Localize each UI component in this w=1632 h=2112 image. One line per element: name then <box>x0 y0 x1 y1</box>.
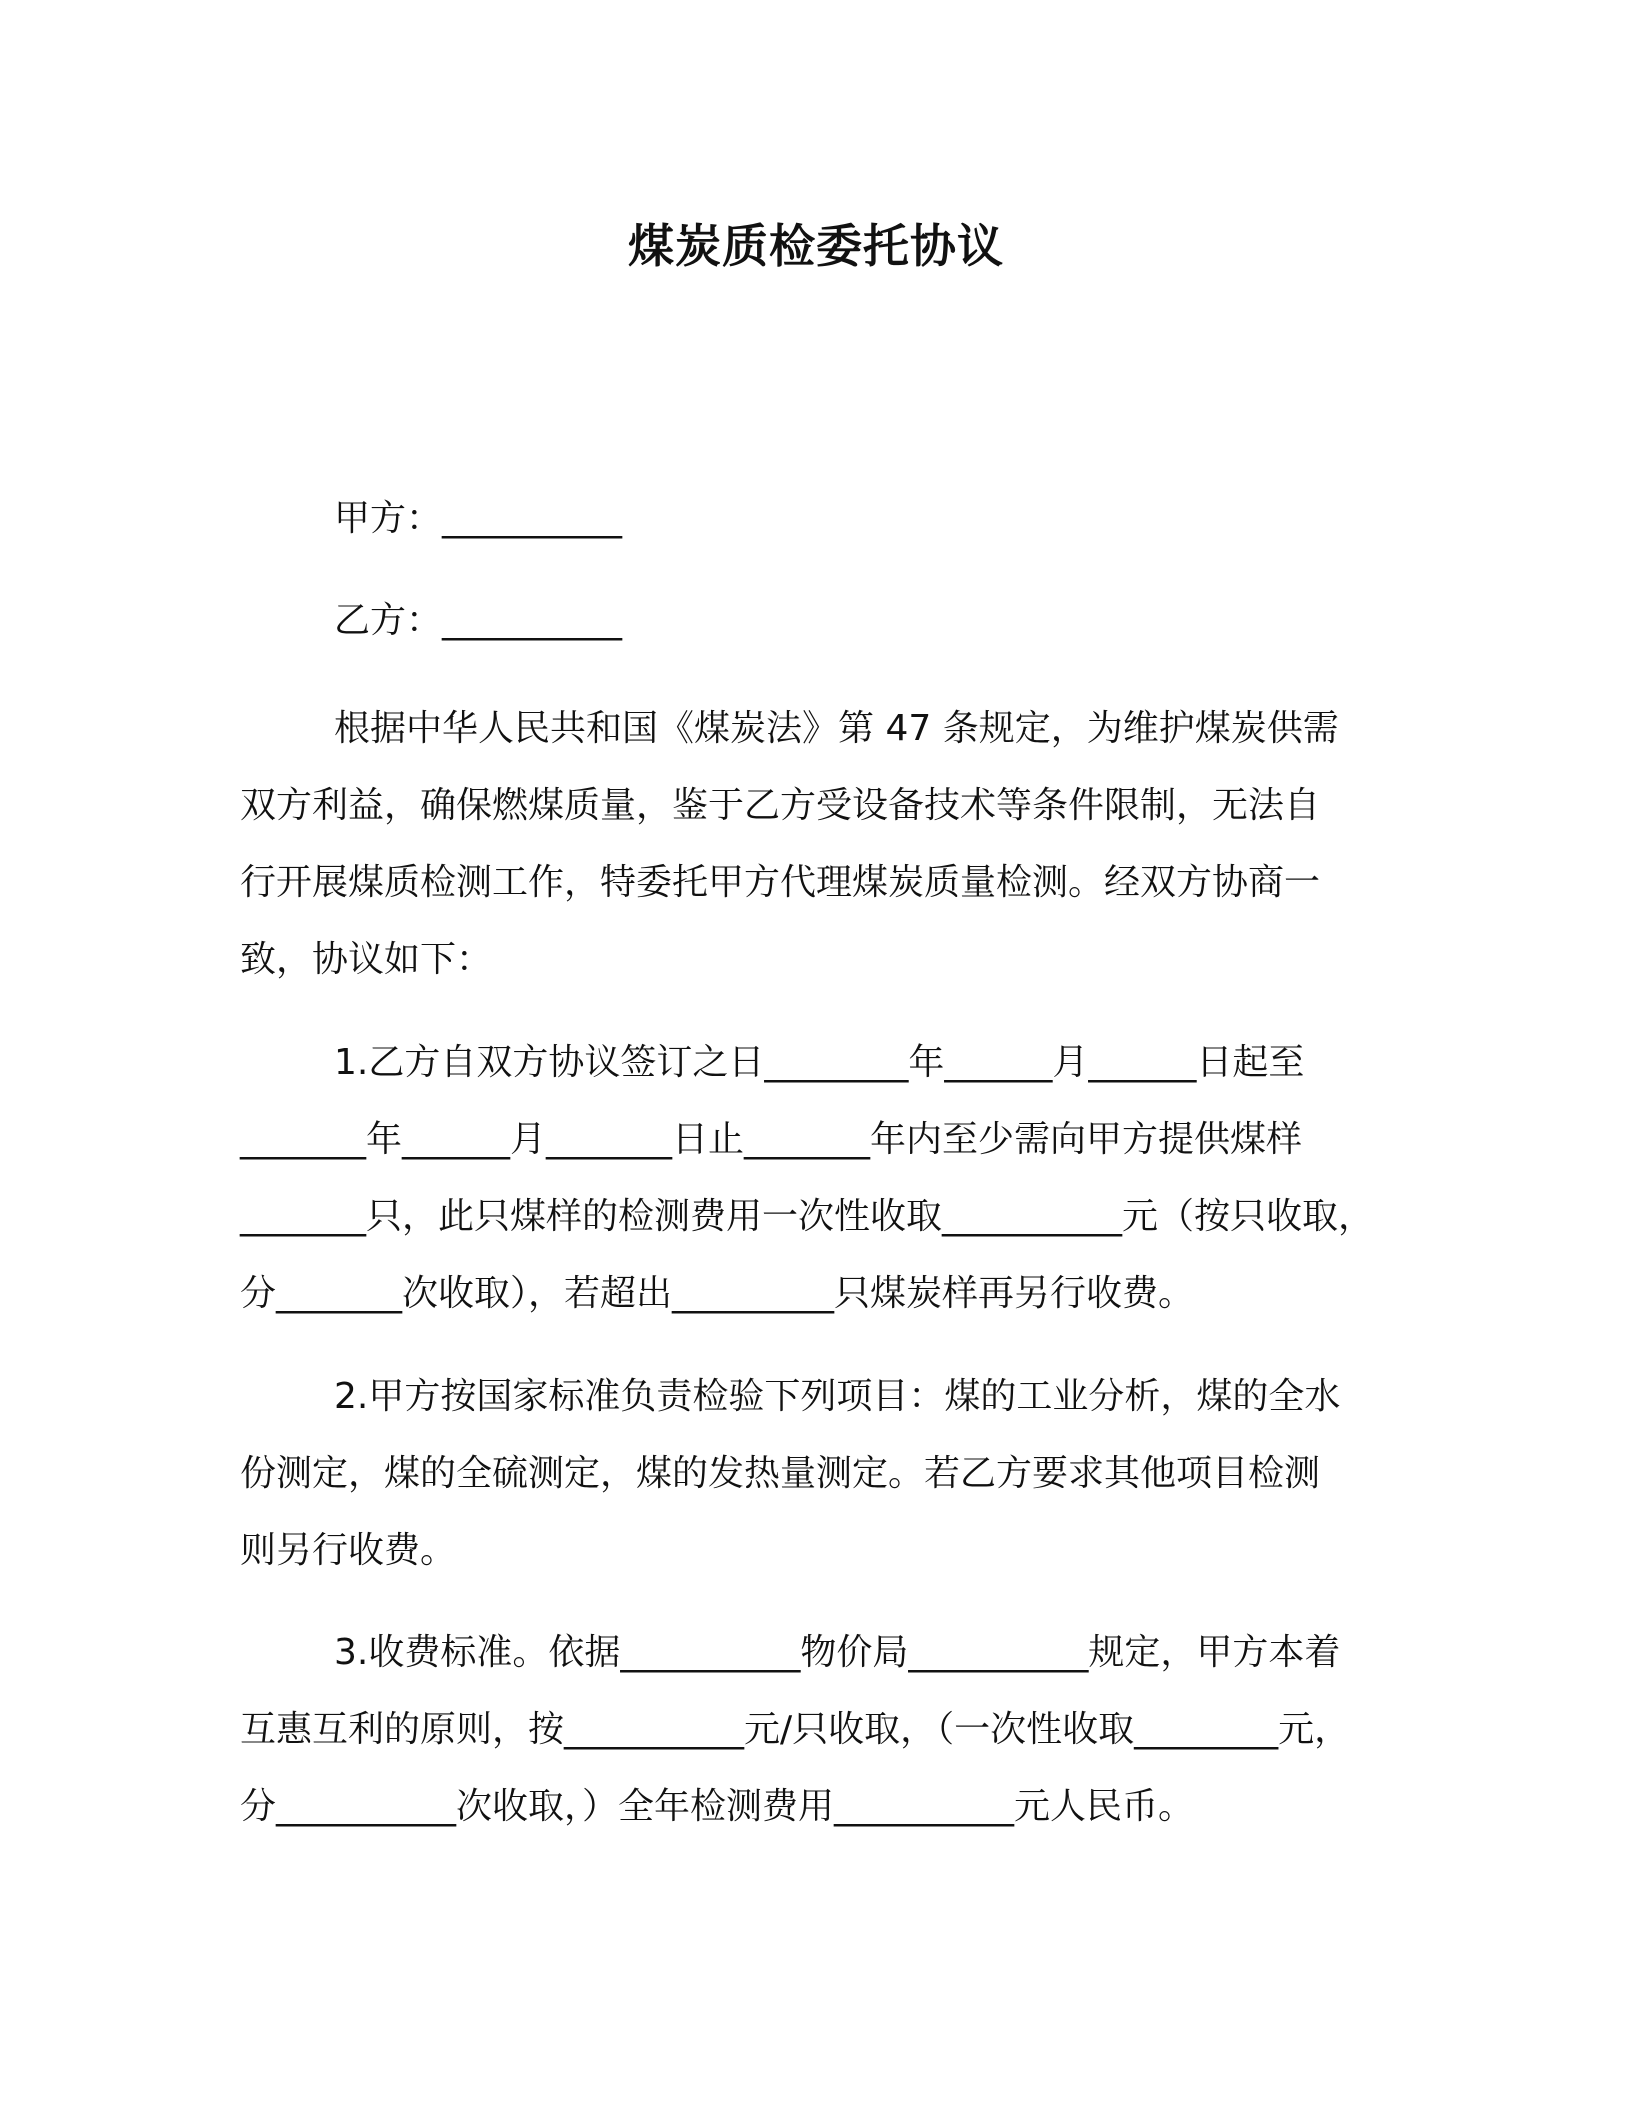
clause-2-line: 则另行收费。 <box>240 1530 457 1571</box>
clause-3-line: 3.收费标准。依据__________物价局__________规定，甲方本着 <box>334 1632 1341 1673</box>
intro-line: 双方利益，确保燃煤质量，鉴于乙方受设备技术等条件限制，无法自 <box>240 785 1321 826</box>
intro-line: 行开展煤质检测工作，特委托甲方代理煤炭质量检测。经双方协商一 <box>240 862 1321 903</box>
clause-1-line: _______年______月_______日止_______年内至少需向甲方提供煤样 <box>240 1119 1303 1160</box>
clause-3 <box>240 1614 1400 1845</box>
clause-3-line: 分__________次收取，）全年检测费用__________元人民币。 <box>240 1786 1195 1827</box>
clause-3-line: 互惠互利的原则，按__________元/只收取，（一次性收取________元， <box>240 1709 1351 1750</box>
intro-paragraph <box>240 690 1400 998</box>
intro-line: 根据中华人民共和国《煤炭法》第 47 条规定，为维护煤炭供需 <box>334 708 1339 749</box>
clause-1-line: 1.乙方自双方协议签订之日________年______月______日起至 <box>334 1042 1305 1083</box>
intro-line: 致，协议如下： <box>240 939 493 980</box>
clause-2-line: 2.甲方按国家标准负责检验下列项目：煤的工业分析，煤的全水 <box>334 1376 1341 1417</box>
clause-2 <box>240 1358 1400 1589</box>
document-title: 煤炭质检委托协议 <box>628 219 1004 273</box>
clause-1 <box>240 1024 1400 1332</box>
party-a-line: 甲方：__________ <box>334 498 623 539</box>
party-b-line: 乙方：__________ <box>334 600 623 641</box>
clause-1-line: _______只，此只煤样的检测费用一次性收取__________元（按只收取， <box>240 1196 1375 1237</box>
clause-2-line: 份测定，煤的全硫测定，煤的发热量测定。若乙方要求其他项目检测 <box>240 1453 1321 1494</box>
clause-1-line: 分_______次收取），若超出_________只煤炭样再另行收费。 <box>240 1273 1195 1314</box>
